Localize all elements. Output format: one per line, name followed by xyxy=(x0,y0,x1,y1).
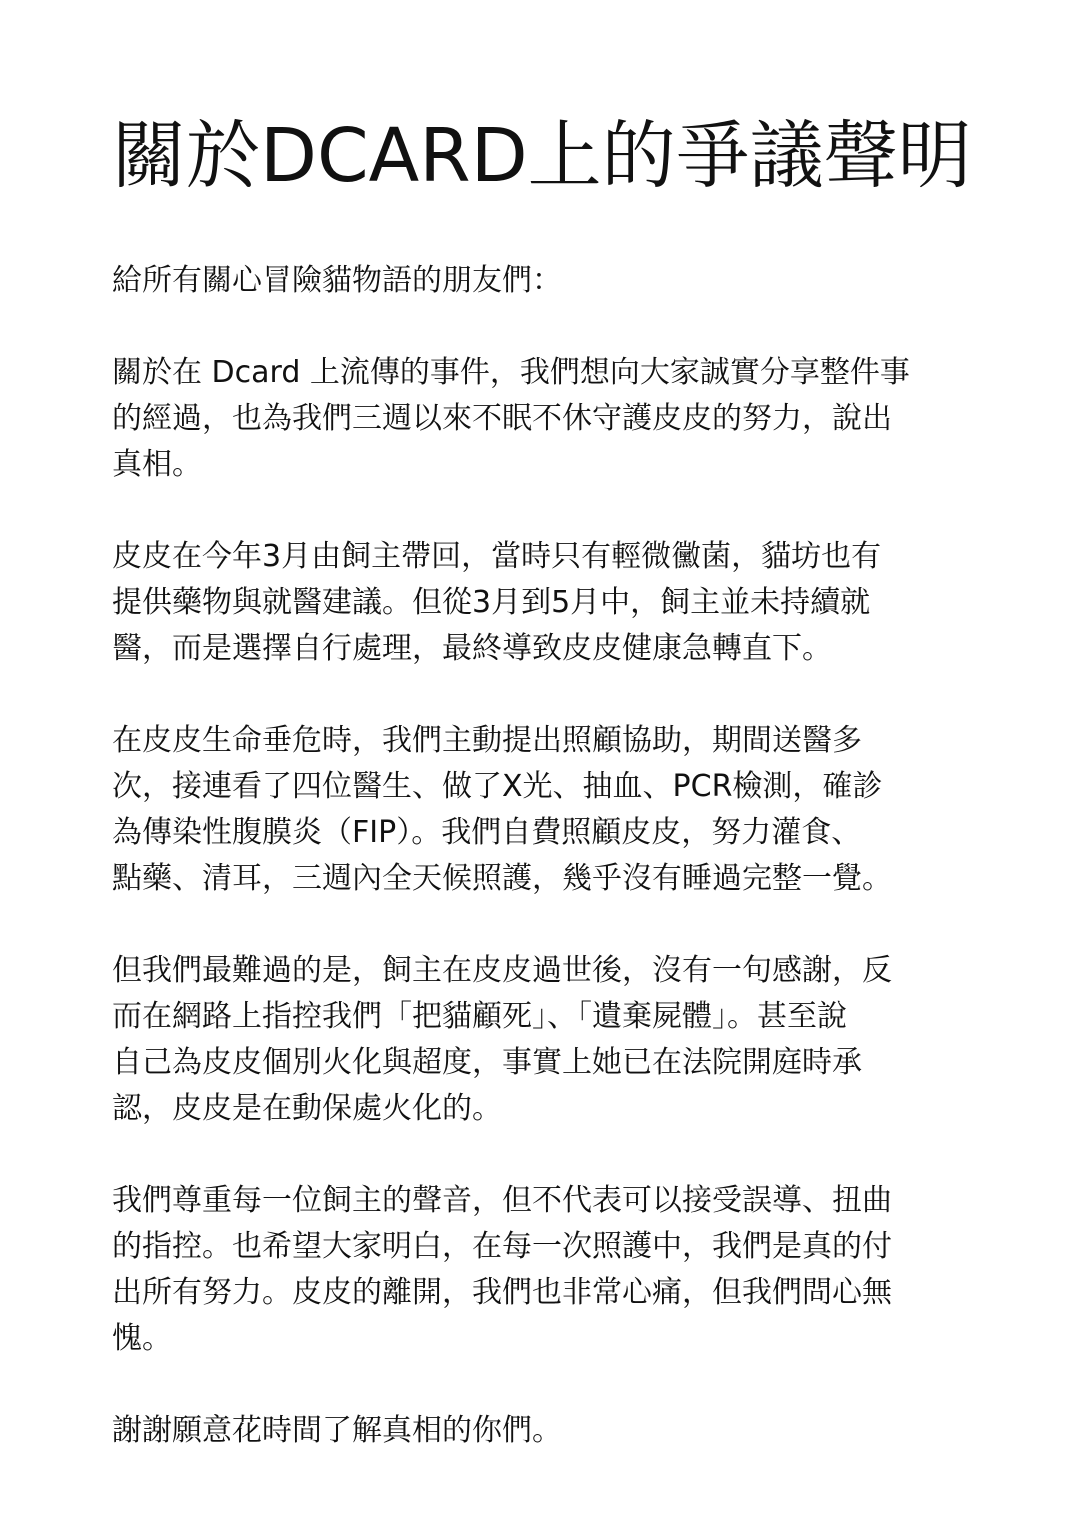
salutation: 給所有關心冒險貓物語的朋友們： xyxy=(112,263,562,298)
paragraph-line: 認，皮皮是在動保處火化的。 xyxy=(112,1091,502,1126)
paragraph-line: 在皮皮生命垂危時，我們主動提出照顧協助，期間送醫多 xyxy=(112,723,862,758)
paragraph-line: 醫，而是選擇自行處理，最終導致皮皮健康急轉直下。 xyxy=(112,631,832,666)
page-title: 關於DCARD上的爭議聲明 xyxy=(112,113,972,199)
paragraph-line: 而在網路上指控我們「把貓顧死」、「遺棄屍體」。甚至說 xyxy=(112,999,847,1034)
paragraph-line: 提供藥物與就醫建議。但從3月到5月中，飼主並未持續就 xyxy=(112,585,871,620)
paragraph-accusation xyxy=(112,948,964,1132)
paragraph-line: 但我們最難過的是，飼主在皮皮過世後，沒有一句感謝，反 xyxy=(112,953,892,988)
paragraph-respect xyxy=(112,1178,964,1362)
paragraph-line: 關於在 Dcard 上流傳的事件，我們想向大家誠實分享整件事 xyxy=(112,355,910,390)
paragraph-line: 出所有努力。皮皮的離開，我們也非常心痛，但我們問心無 xyxy=(112,1275,892,1310)
paragraph-line: 我們尊重每一位飼主的聲音，但不代表可以接受誤導、扭曲 xyxy=(112,1183,892,1218)
paragraph-line: 真相。 xyxy=(112,447,202,482)
paragraph-line: 的經過，也為我們三週以來不眠不休守護皮皮的努力，說出 xyxy=(112,401,892,436)
paragraph-line: 謝謝願意花時間了解真相的你們。 xyxy=(112,1413,562,1448)
paragraph-care xyxy=(112,718,964,902)
paragraph-line: 次，接連看了四位醫生、做了X光、抽血、PCR檢測，確診 xyxy=(112,769,883,804)
paragraph-line: 愧。 xyxy=(112,1321,172,1356)
paragraph-thanks xyxy=(112,1408,964,1454)
paragraph-line: 的指控。也希望大家明白，在每一次照護中，我們是真的付 xyxy=(112,1229,892,1264)
paragraph-dcard-event xyxy=(112,350,964,488)
paragraph-line: 為傳染性腹膜炎（FIP）。我們自費照顧皮皮，努力灌食、 xyxy=(112,815,862,850)
paragraph-line: 點藥、清耳，三週內全天候照護，幾乎沒有睡過完整一覺。 xyxy=(112,861,892,896)
paragraph-line: 自己為皮皮個別火化與超度，事實上她已在法院開庭時承 xyxy=(112,1045,862,1080)
paragraph-line: 皮皮在今年3月由飼主帶回，當時只有輕微黴菌，貓坊也有 xyxy=(112,539,882,574)
paragraph-background xyxy=(112,534,964,672)
